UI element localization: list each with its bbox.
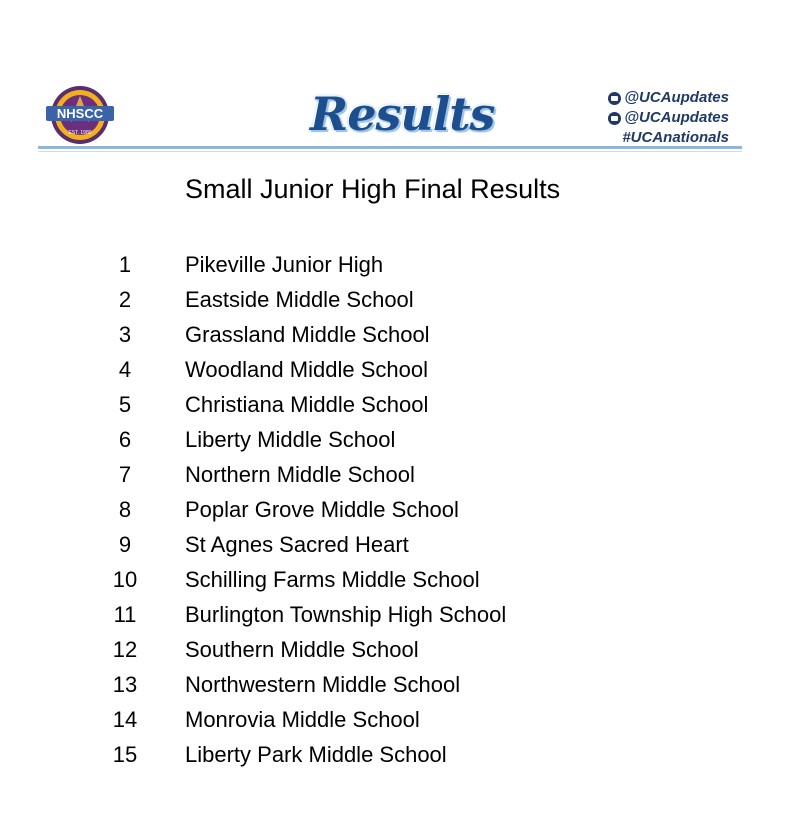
social-handles (608, 88, 729, 148)
rank: 3 (118, 322, 132, 347)
result-row (0, 247, 789, 282)
twitter-handle[interactable] (608, 88, 729, 108)
result-row (0, 667, 789, 702)
rank: 12 (112, 637, 138, 662)
school-name: Poplar Grove Middle School (185, 497, 459, 522)
twitter-icon (608, 92, 621, 105)
school-name: Liberty Park Middle School (185, 742, 447, 767)
rank: 1 (118, 252, 132, 277)
rank: 14 (112, 707, 138, 732)
school-name: Northern Middle School (185, 462, 415, 487)
result-row (0, 352, 789, 387)
header-divider (38, 146, 742, 149)
results-list (0, 247, 789, 772)
school-name: Eastside Middle School (185, 287, 414, 312)
result-row (0, 317, 789, 352)
result-row (0, 702, 789, 737)
rank: 6 (118, 427, 132, 452)
rank: 10 (112, 567, 138, 592)
rank: 4 (118, 357, 132, 382)
school-name: Pikeville Junior High (185, 252, 384, 277)
logo-text: NHSCC (56, 106, 104, 121)
page-title: Small Junior High Final Results (185, 174, 561, 204)
school-name: Christiana Middle School (185, 392, 429, 417)
result-row (0, 387, 789, 422)
rank: 15 (112, 742, 138, 767)
school-name: Burlington Township High School (185, 602, 507, 627)
rank: 11 (113, 602, 137, 627)
result-row (0, 527, 789, 562)
school-name: Schilling Farms Middle School (185, 567, 480, 592)
school-name: Liberty Middle School (185, 427, 396, 452)
twitter-handle-text: @UCAupdates (624, 89, 729, 106)
instagram-handle-text: @UCAupdates (624, 109, 729, 126)
rank: 7 (118, 462, 132, 487)
result-row (0, 492, 789, 527)
rank: 13 (112, 672, 138, 697)
header (0, 0, 789, 160)
header-divider-thin (38, 151, 742, 152)
instagram-icon (608, 112, 621, 125)
rank: 2 (118, 287, 132, 312)
rank: 9 (118, 532, 132, 557)
results-heading: Results (310, 87, 495, 141)
school-name: Grassland Middle School (185, 322, 430, 347)
result-row (0, 422, 789, 457)
rank: 5 (118, 392, 132, 417)
school-name: St Agnes Sacred Heart (185, 532, 409, 557)
school-name: Northwestern Middle School (185, 672, 461, 697)
hashtag-text: #UCAnationals (622, 129, 729, 146)
logo-subtext: EST. 1980 (68, 130, 92, 136)
result-row (0, 562, 789, 597)
school-name: Monrovia Middle School (185, 707, 420, 732)
instagram-handle[interactable] (608, 108, 729, 128)
rank: 8 (118, 497, 132, 522)
school-name: Southern Middle School (185, 637, 419, 662)
school-name: Woodland Middle School (185, 357, 428, 382)
hashtag[interactable] (608, 128, 729, 148)
result-row (0, 632, 789, 667)
nhscc-logo (44, 84, 116, 146)
result-row (0, 282, 789, 317)
result-row (0, 457, 789, 492)
result-row (0, 597, 789, 632)
result-row (0, 737, 789, 772)
